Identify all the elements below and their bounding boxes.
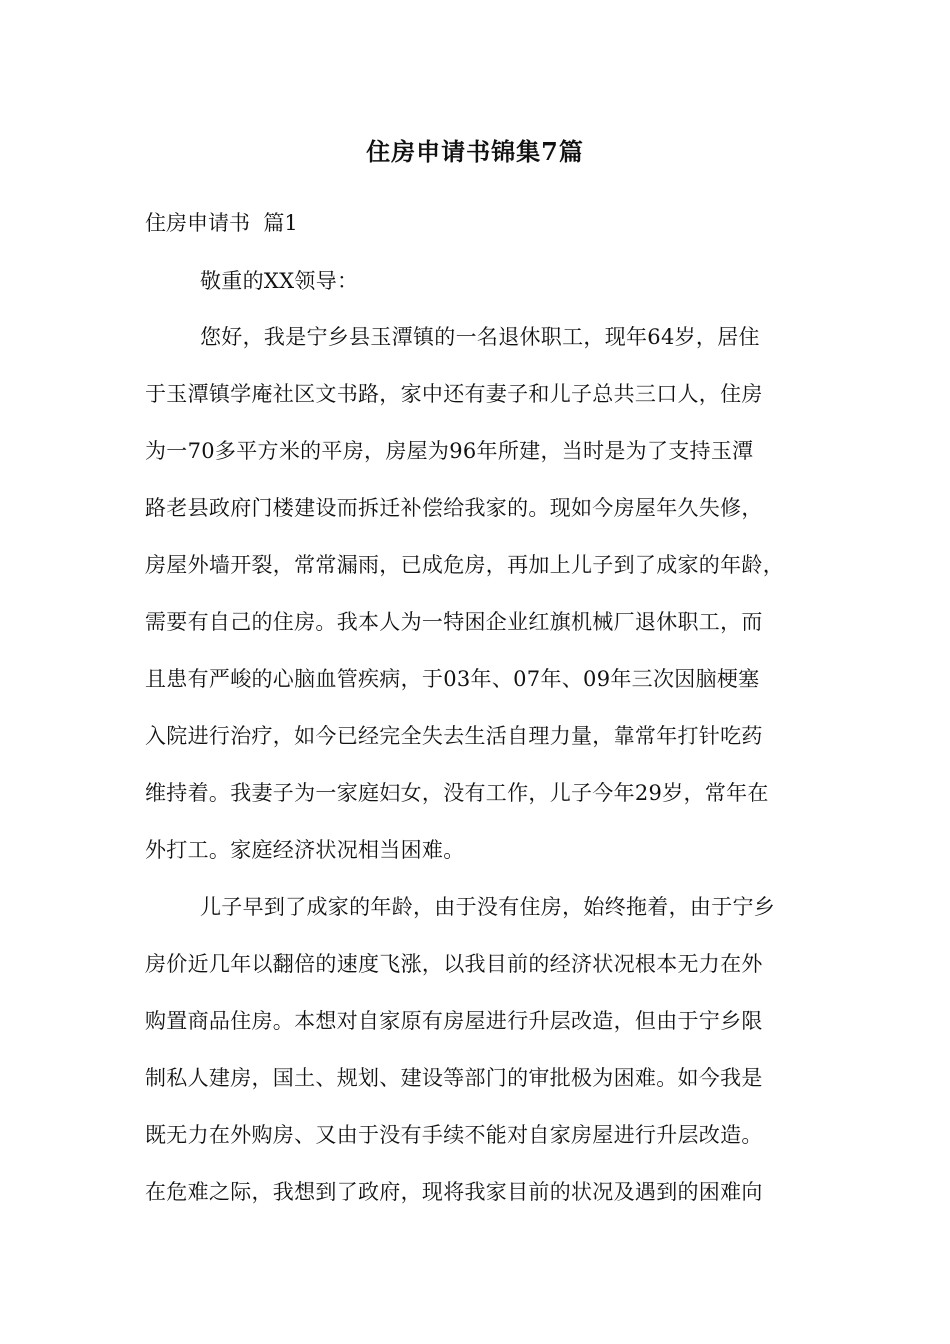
paragraph-line: 需要有自己的住房。我本人为一特困企业红旗机械厂退休职工，而 [145,610,763,634]
salutation-line: 敬重的XX领导： [200,269,359,293]
paragraph-line: 维持着。我妻子为一家庭妇女，没有工作，儿子今年29岁，常年在 [145,781,769,805]
paragraph-line: 制私人建房，国土、规划、建设等部门的审批极为困难。如今我是 [145,1066,763,1090]
paragraph-line: 在危难之际，我想到了政府，现将我家目前的状况及遇到的困难向 [145,1180,763,1204]
paragraph-line: 路老县政府门楼建设而拆迁补偿给我家的。现如今房屋年久失修， [145,496,763,520]
paragraph-line: 外打工。家庭经济状况相当困难。 [145,838,465,862]
paragraph-line: 您好，我是宁乡县玉潭镇的一名退休职工，现年64岁，居住 [200,325,760,349]
document-title: 住房申请书锦集7篇 [366,137,584,166]
paragraph-line: 既无力在外购房、又由于没有手续不能对自家房屋进行升层改造。 [145,1123,763,1147]
paragraph-line: 于玉潭镇学庵社区文书路，家中还有妻子和儿子总共三口人，住房 [145,382,763,406]
paragraph-line: 入院进行治疗，如今已经完全失去生活自理力量，靠常年打针吃药 [145,724,763,748]
section-heading: 住房申请书 篇1 [145,211,298,235]
paragraph-line: 且患有严峻的心脑血管疾病，于03年、07年、09年三次因脑梗塞 [145,667,760,691]
paragraph-line: 为一70多平方米的平房，房屋为96年所建，当时是为了支持玉潭 [145,439,754,463]
paragraph-line: 房屋外墙开裂，常常漏雨，已成危房，再加上儿子到了成家的年龄， [145,553,784,577]
paragraph-line: 房价近几年以翻倍的速度飞涨，以我目前的经济状况根本无力在外 [145,952,763,976]
paragraph-line: 购置商品住房。本想对自家原有房屋进行升层改造，但由于宁乡限 [145,1009,763,1033]
paragraph-line: 儿子早到了成家的年龄，由于没有住房，始终拖着，由于宁乡 [200,895,776,919]
